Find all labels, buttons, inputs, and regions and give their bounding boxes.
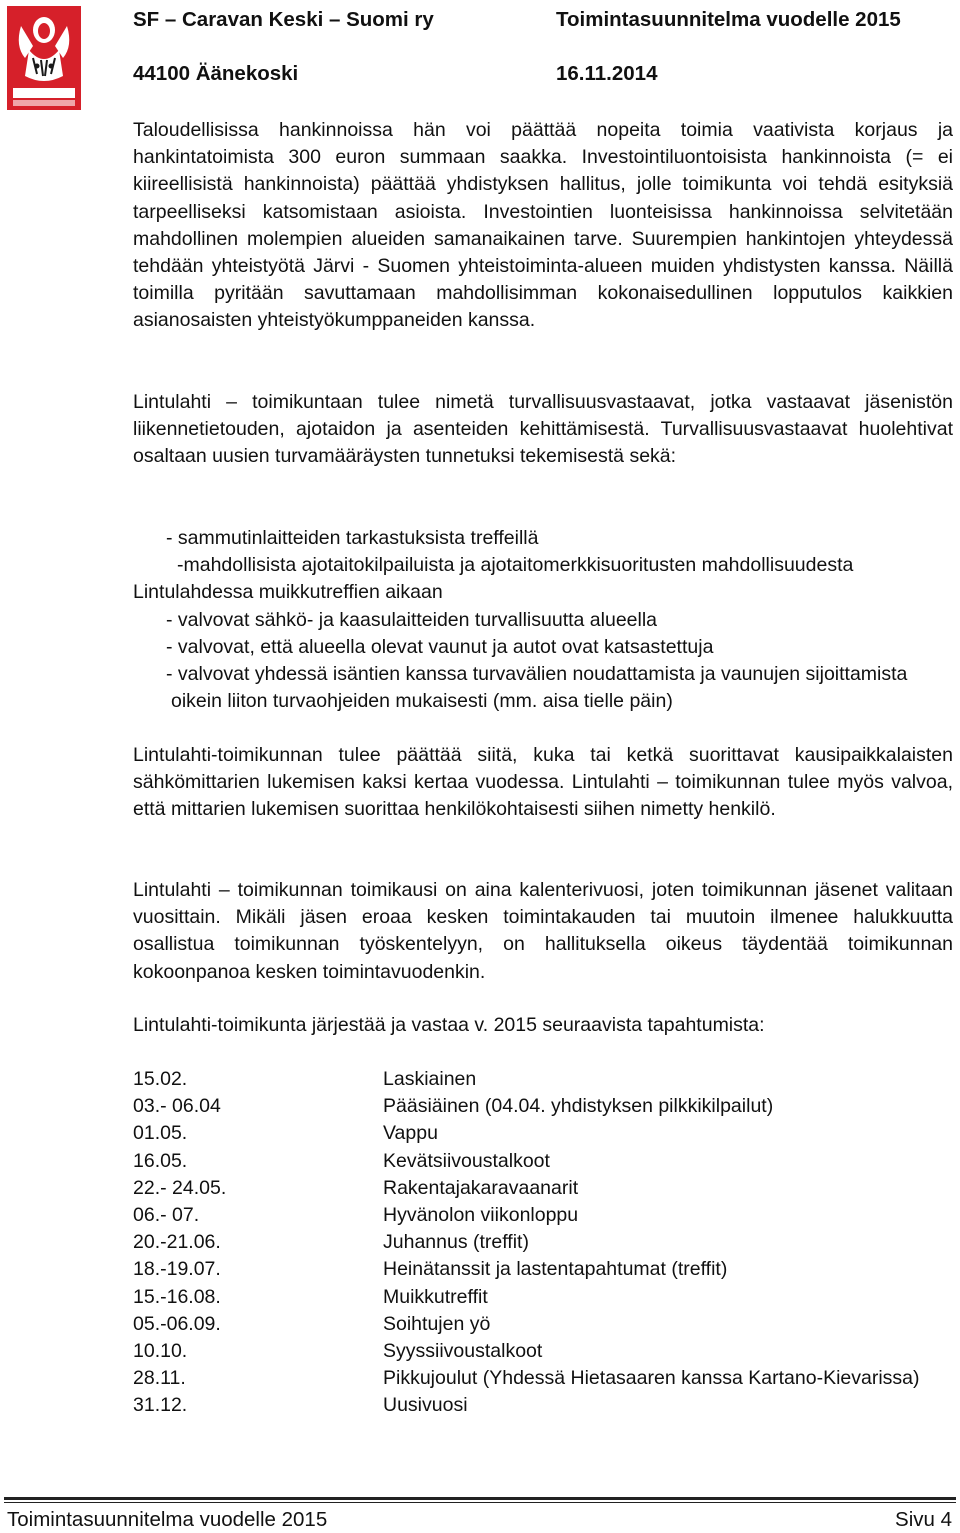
event-name: Pääsiäinen (04.04. yhdistyksen pilkkikilpailut) (383, 1095, 774, 1118)
paragraph-text: Lintulahti – toimikuntaan tulee nimetä turvallisuusvastaavat, jotka vastaavat jäsenistön liikennetietouden, ajotaidon ja asenteiden kehittämisestä. Turvallisuusvastaavat huolehtivat osaltaan uusien turvamääräysten tunnetuksi tekemisestä sekä: (133, 391, 953, 468)
event-row (133, 1338, 955, 1365)
event-name: Muikkutreffit (383, 1285, 488, 1308)
event-date: 31.12. (133, 1394, 188, 1417)
event-row (133, 1229, 955, 1256)
event-row (133, 1148, 955, 1175)
event-name: Laskiainen (383, 1068, 477, 1090)
paragraph-text: Lintulahti – toimikunnan toimikausi on aina kalenterivuosi, joten toimikunnan jäsenet valitaan vuosittain. Mikäli jäsen eroaa kesken toimintakauden tai muutoin ilmenee halukkuutta osallistua toimikunnan työskentelyyn, on hallituksella oikeus täydentää toimikunnan kokoonpanoa kesken toimintavuodenkin. (133, 879, 953, 983)
event-row (133, 1120, 955, 1147)
paragraph-meter-reading (133, 742, 953, 824)
event-date: 28.11. (133, 1367, 186, 1390)
paragraph-text: Taloudellisissa hankinnoissa hän voi päättää nopeita toimia vaativista korjaus ja hankintatoimista 300 euron summaan saakka. Investointiluontoisista hankinnoista (= ei kiireellisistä hankinnoista) päättää yhdistyksen hallitus, jolle toimikunta voi tehdä esityksiä tarpeelliseksi katsomistaan asioista. Investointien luonteisissa hankinnoissa selvitetään mahdollinen molempien alueiden samanaikainen tarve. Suurempien hankintojen yhteydessä tehdään yhteistyötä Järvi - Suomen yhteistoiminta-alueen muiden yhdistysten kanssa. Näillä toimilla pyritään savuttamaan mahdollisimman kokonaisedullinen lopputulos kaikkien asianosaisten yhteistyökumppaneiden kanssa. (133, 119, 953, 332)
list-item: - valvovat sähkö- ja kaasulaitteiden turvallisuutta alueella (166, 608, 658, 631)
footer-divider (4, 1497, 956, 1500)
document-date: 16.11.2014 (556, 62, 658, 85)
sf-caravan-logo (7, 6, 81, 110)
paragraph-procurement (133, 117, 953, 335)
event-date: 20.-21.06. (133, 1231, 221, 1254)
event-row (133, 1202, 955, 1229)
list-item: - valvovat yhdessä isäntien kanssa turvavälien noudattamista ja vaunujen sijoittamista oikein liiton turvaohjeiden mukaisesti (mm. aisa tielle päin) (166, 663, 908, 713)
event-name: Juhannus (treffit) (383, 1231, 529, 1254)
event-name: Rakentajakaravaanarit (383, 1176, 579, 1199)
paragraph-events-intro (133, 1012, 953, 1039)
footer-divider-thin (4, 1502, 956, 1503)
event-name: Soihtujen yö (383, 1312, 491, 1335)
events-schedule (133, 1066, 955, 1420)
event-name: Heinätanssit ja lastentapahtumat (treffit) (383, 1258, 728, 1281)
event-row (133, 1392, 955, 1419)
list-item: -mahdollisista ajotaitokilpailuista ja ajotaitomerkkisuoritusten mahdollisuudesta Lintulahdessa muikkutreffien aikaan (133, 554, 854, 604)
event-date: 16.05. (133, 1149, 188, 1172)
event-name: Pikkujoulut (Yhdessä Hietasaaren kanssa Kartano-Kievarissa) (383, 1367, 920, 1390)
document-title: Toimintasuunnitelma vuodelle 2015 (556, 8, 901, 31)
footer-document-title: Toimintasuunnitelma vuodelle 2015 (7, 1508, 328, 1531)
sf-caravan-logo-icon (7, 6, 81, 110)
event-date: 05.-06.09. (133, 1312, 221, 1335)
safety-duties-list (133, 525, 953, 715)
paragraph-term (133, 877, 953, 986)
organization-name: SF – Caravan Keski – Suomi ry (133, 8, 434, 31)
paragraph-text: Lintulahti-toimikunnan tulee päättää siitä, kuka tai ketkä suorittavat kausipaikkalaisten sähkömittarien lukemisen kaksi kertaa vuodessa. Lintulahti – toimikunnan tulee myös valvoa, että mittarien lukemisen suorittaa henkilökohtaisesti siihen nimetty henkilö. (133, 744, 953, 821)
event-date: 15.-16.08. (133, 1285, 221, 1308)
event-name: Uusivuosi (383, 1394, 468, 1417)
event-row (133, 1256, 955, 1283)
list-item: - valvovat, että alueella olevat vaunut ja autot ovat katsastettuja (166, 635, 714, 658)
event-date: 22.- 24.05. (133, 1176, 227, 1199)
event-name: Syyssiivoustalkoot (383, 1340, 543, 1363)
event-row (133, 1093, 955, 1120)
event-name: Hyvänolon viikonloppu (383, 1204, 579, 1227)
event-row (133, 1284, 955, 1311)
event-row (133, 1066, 955, 1093)
event-date: 01.05. (133, 1122, 188, 1145)
organization-city: 44100 Äänekoski (133, 62, 299, 85)
event-date: 18.-19.07. (133, 1258, 221, 1281)
event-row (133, 1365, 955, 1392)
event-name: Kevätsiivoustalkoot (383, 1149, 550, 1172)
page-number: Sivu 4 (895, 1508, 952, 1531)
list-item: - sammutinlaitteiden tarkastuksista treffeillä (166, 527, 539, 549)
event-row (133, 1175, 955, 1202)
event-name: Vappu (383, 1122, 438, 1145)
event-row (133, 1311, 955, 1338)
paragraph-safety-officers (133, 389, 953, 471)
event-date: 06.- 07. (133, 1204, 200, 1227)
event-date: 03.- 06.04 (133, 1095, 221, 1118)
paragraph-text: Lintulahti-toimikunta järjestää ja vastaa v. 2015 seuraavista tapahtumista: (133, 1014, 765, 1036)
event-date: 15.02. (133, 1068, 188, 1090)
event-date: 10.10. (133, 1340, 188, 1363)
